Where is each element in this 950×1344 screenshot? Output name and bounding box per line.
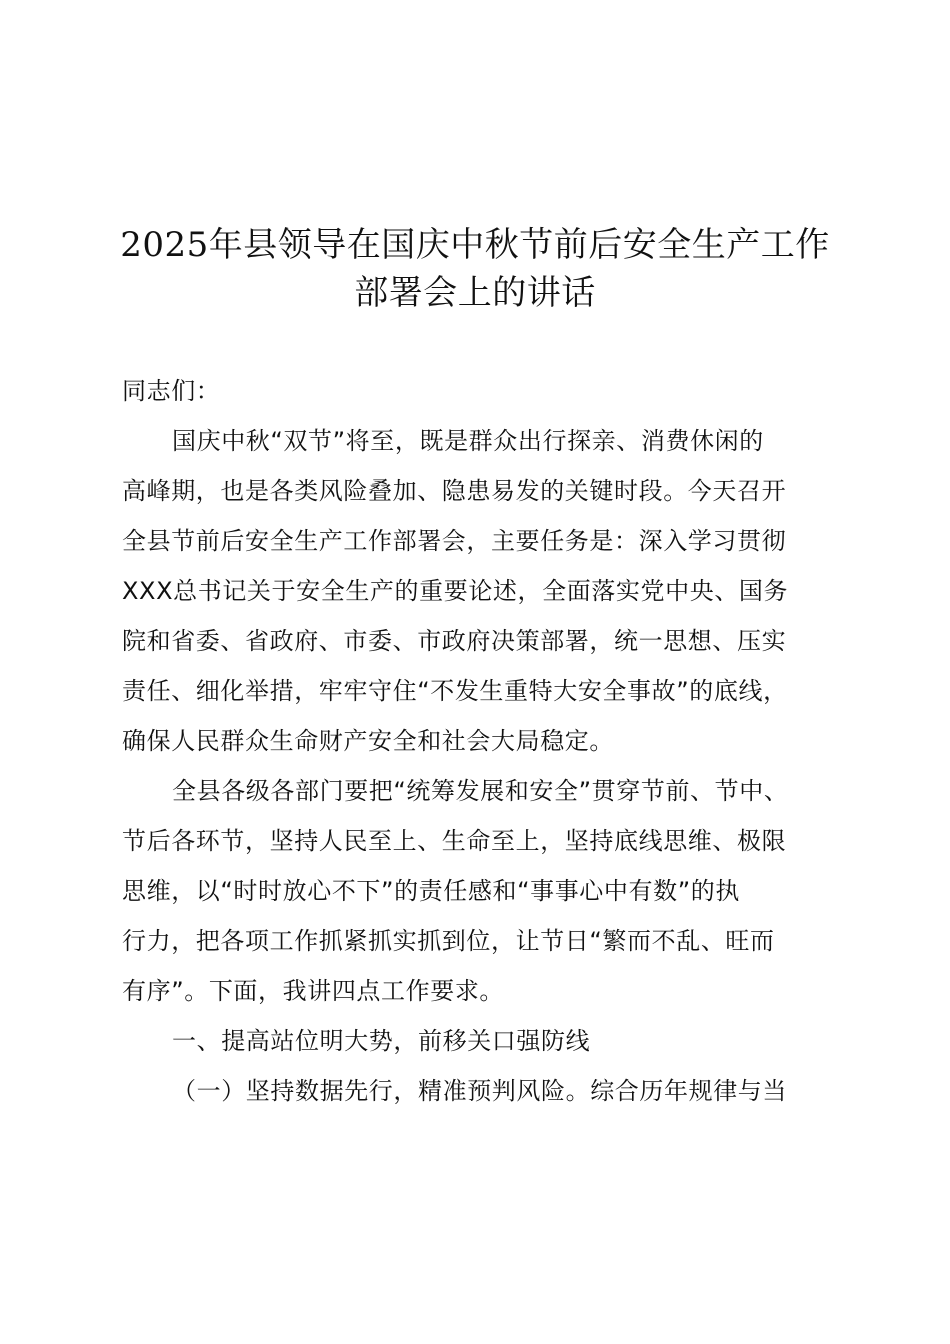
paragraph-2-line-4: 行力，把各项工作抓紧抓实抓到位，让节日“繁而不乱、旺而 bbox=[122, 927, 775, 955]
paragraph-1-line-4: XXX总书记关于安全生产的重要论述，全面落实党中央、国务 bbox=[122, 577, 789, 605]
paragraph-2-line-5: 有序”。下面，我讲四点工作要求。 bbox=[122, 977, 505, 1005]
paragraph-1-line-3: 全县节前后安全生产工作部署会，主要任务是：深入学习贯彻 bbox=[122, 527, 787, 555]
paragraph-1-line-5: 院和省委、省政府、市委、市政府决策部署，统一思想、压实 bbox=[122, 627, 787, 655]
paragraph-2-line-2: 节后各环节，坚持人民至上、生命至上，坚持底线思维、极限 bbox=[122, 827, 787, 855]
paragraph-1-line-6: 责任、细化举措，牢牢守住“不发生重特大安全事故”的底线， bbox=[122, 677, 788, 705]
document-title-line-1: 2025年县领导在国庆中秋节前后安全生产工作 bbox=[120, 225, 830, 265]
section-1-heading: 一、提高站位明大势，前移关口强防线 bbox=[172, 1027, 591, 1055]
subsection-1-line-1: （一）坚持数据先行，精准预判风险。综合历年规律与当 bbox=[172, 1077, 787, 1105]
paragraph-1-line-7: 确保人民群众生命财产安全和社会大局稳定。 bbox=[122, 727, 614, 755]
paragraph-1-line-2: 高峰期，也是各类风险叠加、隐患易发的关键时段。今天召开 bbox=[122, 477, 787, 505]
paragraph-2-line-3: 思维，以“时时放心不下”的责任感和“事事心中有数”的执 bbox=[122, 877, 740, 905]
salutation: 同志们： bbox=[122, 377, 221, 405]
document-title-line-2: 部署会上的讲话 bbox=[354, 273, 596, 313]
paragraph-2-line-1: 全县各级各部门要把“统筹发展和安全”贯穿节前、节中、 bbox=[172, 777, 789, 805]
paragraph-1-line-1: 国庆中秋“双节”将至，既是群众出行探亲、消费休闲的 bbox=[172, 427, 764, 455]
